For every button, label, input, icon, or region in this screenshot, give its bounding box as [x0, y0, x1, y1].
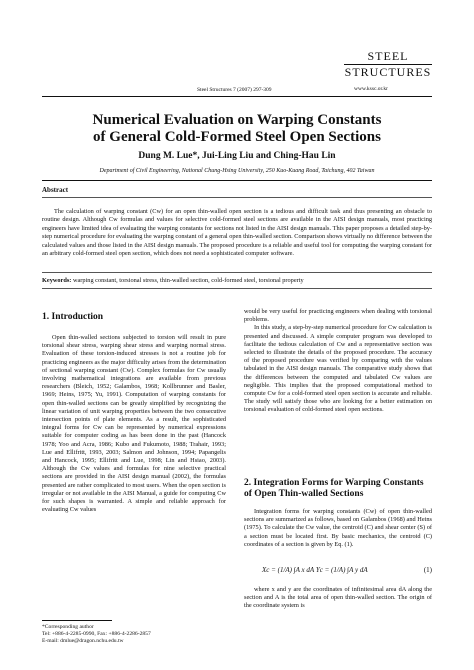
keywords-rule-bottom: [42, 288, 432, 289]
footnotes: [42, 624, 151, 645]
authors: Dung M. Lue*, Jui-Ling Liu and Ching-Hau Lin: [138, 151, 336, 161]
section2-heading: 2. Integration Forms for Warping Constants of Open Thin-walled Sections: [244, 478, 424, 499]
footnote-tel: Tel: +886-4-2285-0990, Fax: +886-4-2286-2857: [42, 631, 151, 637]
abstract-text: The calculation of warping constant (Cw) for an open thin-walled open section is a tedious and difficult task and thus presenting an obstacle to routine design. Although Cw formulas and values for selective cold-formed steel sections are available in the AISI design manuals, most practicing engineers have limited idea of evaluating the warping constants for sections not listed in the AISI design manuals. This paper proposes a detailed step-by-step numerical procedure for evaluating the warping constant of a general open thin-walled section. Comparison shows virtually no difference between the calculated values and those listed in the AISI design manuals. The proposed procedure is a reliable and useful tool for computing the warping constant for an arbitrary cold-formed steel open section, which does not need a sophisticated computer software.: [42, 208, 432, 258]
keywords-rule-top: [42, 272, 432, 273]
footnote-rule: [42, 620, 112, 621]
abstract-heading: Abstract: [42, 186, 69, 194]
right-paragraph-2: In this study, a step-by-step numerical procedure for Cw calculation is presented and discussed. A simple computer program was developed to facilitate the tedious calculation of Cw and a representative section was selected to illustrate the details of the proposed procedure. The accuracy of the proposed procedure was verified by comparing with the values tabulated in the AISI design manuals. The comparative study shows that the differences between the computed and tabulated Cw values are negligible. This implies that the proposed computational method to compute Cw for a cold-formed steel open section is accurate and reliable. The study will satisfy those who are looking for a better estimation on torsional evaluation of cold-formed steel open sections.: [244, 324, 432, 414]
affiliation: Department of Civil Engineering, National Chung-Hsing University, 250 Kuo-Kuang Road, Taichung, 402 Taiwan: [99, 168, 375, 174]
equation-body: Xc = (1/A) ∫A x dA Yc = (1/A) ∫A y dA: [262, 566, 368, 574]
journal-logo: [344, 50, 432, 79]
title-line2: of General Cold-Formed Steel Open Sections: [93, 129, 381, 145]
keywords: [42, 277, 432, 284]
right-column: [244, 308, 432, 415]
logo-line1: STEEL: [367, 49, 409, 63]
section1-paragraph: Open thin-walled sections subjected to torsion will result in pure torsional shear stress, warping shear stress and warping normal stress. Evaluation of these torsion-induced stresses is not a routine job for practicing engineers as the major difficulty arises from the determination of sectional warping constant (Cw). Complex formulas for Cw usually involving mathematical integrations are available from previous researchers (Bleich, 1952; Galambos, 1968; Kollbrunner and Basler, 1969; Heins, 1975; Yu, 1991). Computation of warping constants for open thin-walled sections can be greatly simplified by recognizing the linear variation of unit warping properties between the two consecutive intersection points of plate elements. As a result, the sophisticated integral forms for Cw can be represented by numerical expressions suitable for computer coding as has been done in the past (Hancock 1978; Yoo and Acra, 1986; Kubo and Fukumoto, 1988; Trahair, 1993; Lue and Ellifritt, 1993, 2003; Salmon and Johnson, 1994; Papangelis and Hancock, 1995; Ellifritt and Lue, 1998; Lin and Hsiao, 2003). Although the Cw values and formulas for nine selective practical sections are provided in the AISI design manual (2002), the formulas presented are rather complicated to most users. When the open section is irregular or not available in the AISI Manual, a guide for computing Cw for such shapes is warranted. A simple and reliable approach for evaluating Cw values: [42, 334, 226, 514]
header-rule: [42, 96, 432, 97]
keywords-list: warping constant, torsional stress, thin-walled section, cold-formed steel, torsional property: [71, 277, 304, 284]
paper-title: [42, 112, 432, 146]
title-line1: Numerical Evaluation on Warping Constants: [92, 112, 382, 128]
right-paragraph-1: would be very useful for practicing engineers when dealing with torsional problems.: [244, 308, 432, 324]
footnote-corresponding: *Corresponding author: [42, 624, 94, 630]
journal-reference: Steel Structures 7 (2007) 297-309: [197, 87, 272, 93]
journal-url: www.kssc.or.kr: [354, 86, 389, 92]
abstract-rule: [42, 197, 432, 198]
section2-paragraph-2: where x and y are the coordinates of infinitesimal area dA along the section and A is the total area of open thin-walled section. The origin of the coordinate system is: [244, 586, 432, 610]
equation-number: (1): [423, 566, 432, 574]
logo-line2: STRUCTURES: [344, 65, 432, 79]
equation-1: [262, 566, 432, 574]
section2-text-continued: [244, 586, 432, 611]
section2-text: [244, 508, 432, 549]
section2-paragraph-1: Integration forms for warping constants (Cw) of open thin-walled sections are summarized as follows, based on Galambos (1968) and Heins (1975). To calculate the Cw value, the centroid (C) and shear center (S) of a section must be located first. By basic mechanics, the centroid (C) coordinates of a section is given by Eq. (1).: [244, 508, 432, 548]
section1-heading: 1. Introduction: [42, 312, 104, 322]
abstract-rule-top: [42, 180, 432, 181]
keywords-label: Keywords:: [42, 277, 72, 284]
left-column: [42, 334, 226, 514]
footnote-email: E-mail: dmlue@dragon.nchu.edu.tw: [42, 638, 124, 644]
